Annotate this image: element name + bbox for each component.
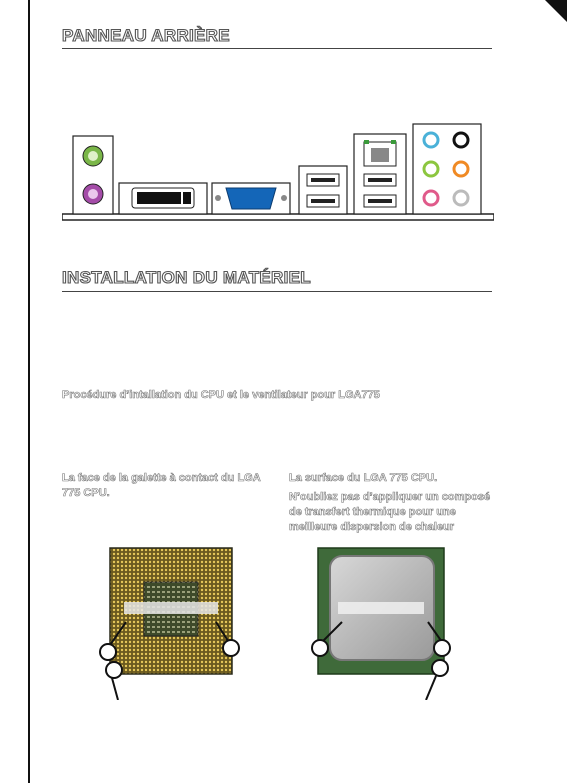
left-caption: La face de la galette à contact du LGA 775 CPU. [62,472,261,499]
dvi-port [119,183,207,214]
back-panel-diagram [62,122,494,222]
usb-ports-left [299,166,347,214]
rear-panel-title: PANNEAU ARRIÈRE [62,26,230,45]
lan-usb-ports [354,134,406,214]
page-corner-mark [545,0,567,22]
page-margin-line [28,0,30,783]
hardware-title: INSTALLATION DU MATÉRIEL [62,268,311,287]
cpu-surface-photo [310,540,460,705]
right-caption-2: N’oubliez pas d’appliquer un composé de transfert thermique pour une meilleure dispersion de chaleur [289,491,491,533]
ps2-ports [73,136,113,214]
cpu-contact-side-photo [96,540,246,705]
vga-port [212,183,290,214]
right-caption-1: La surface du LGA 775 CPU. [289,472,438,484]
rear-panel-rule [62,48,492,49]
audio-jacks [413,124,481,214]
procedure-title: Procédure d’intallation du CPU et le ventilateur pour LGA775 [62,389,380,401]
hardware-rule [62,291,492,292]
